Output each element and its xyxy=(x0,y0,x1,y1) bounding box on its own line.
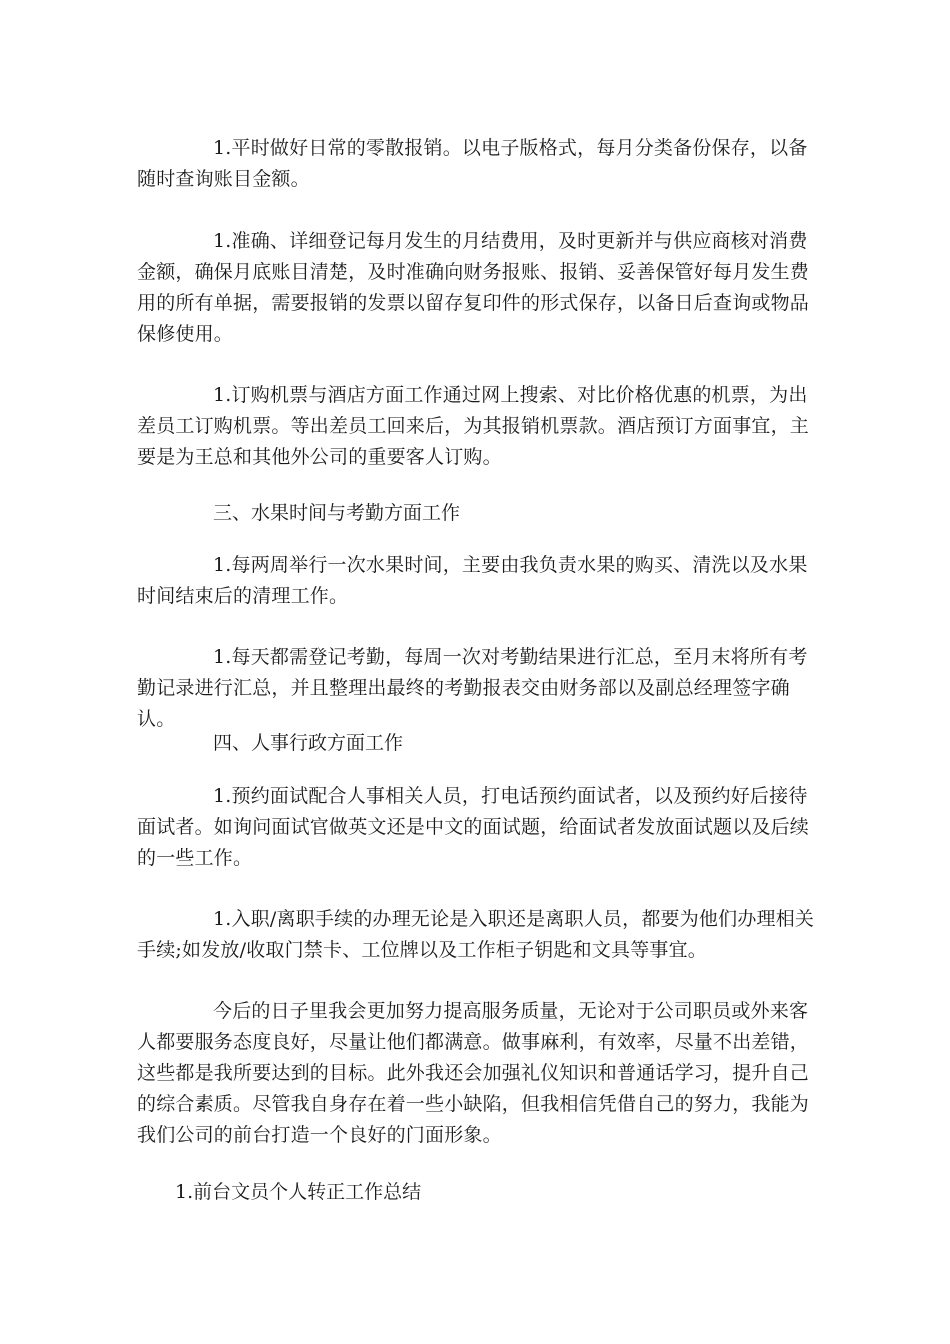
paragraph-daily-reimbursement: 1.平时做好日常的零散报销。以电子版格式，每月分类备份保存，以备随时查询账目金额。 xyxy=(137,137,808,190)
paragraph-ticket-hotel-booking: 1.订购机票与酒店方面工作通过网上搜索、对比价格优惠的机票，为出差员工订购机票。等出差员工回来后，为其报销机票款。酒店预订方面事宜，主要是为王总和其他外公司的重要客人订购。 xyxy=(137,384,810,468)
section-heading-hr-admin: 四、人事行政方面工作 xyxy=(213,732,404,754)
paragraph-future-plans: 今后的日子里我会更加努力提高服务质量，无论对于公司职员或外来客人都要服务态度良好，尽量让他们都满意。做事麻利，有效率，尽量不出差错，这些都是我所要达到的目标。此外我还会加强礼仪知识和普通话学习，提升自己的综合素质。尽管我自身存在着一些小缺陷，但我相信凭借自己的努力，我能为我们公司的前台打造一个良好的门面形象。 xyxy=(137,1000,810,1146)
list-item-summary-title: 1.前台文员个人转正工作总结 xyxy=(175,1181,422,1203)
paragraph-attendance: 1.每天都需登记考勤，每周一次对考勤结果进行汇总，至月末将所有考勤记录进行汇总，并且整理出最终的考勤报表交由财务部以及副总经理签字确认。 xyxy=(137,646,808,730)
paragraph-interview-scheduling: 1.预约面试配合人事相关人员，打电话预约面试者，以及预约好后接待面试者。如询问面试官做英文还是中文的面试题，给面试者发放面试题以及后续的一些工作。 xyxy=(137,785,810,869)
section-heading-fruit-attendance: 三、水果时间与考勤方面工作 xyxy=(213,502,461,524)
paragraph-fruit-time: 1.每两周举行一次水果时间，主要由我负责水果的购买、清洗以及水果时间结束后的清理工作。 xyxy=(137,554,808,607)
paragraph-monthly-expenses: 1.准确、详细登记每月发生的月结费用，及时更新并与供应商核对消费金额，确保月底账目清楚，及时准确向财务报账、报销、妥善保管好每月发生费用的所有单据，需要报销的发票以留存复印件的形式保存，以备日后查询或物品保修使用。 xyxy=(137,230,810,345)
paragraph-onboarding-offboarding: 1.入职/离职手续的办理无论是入职还是离职人员，都要为他们办理相关手续;如发放/收取门禁卡、工位牌以及工作柜子钥匙和文具等事宜。 xyxy=(137,908,815,961)
